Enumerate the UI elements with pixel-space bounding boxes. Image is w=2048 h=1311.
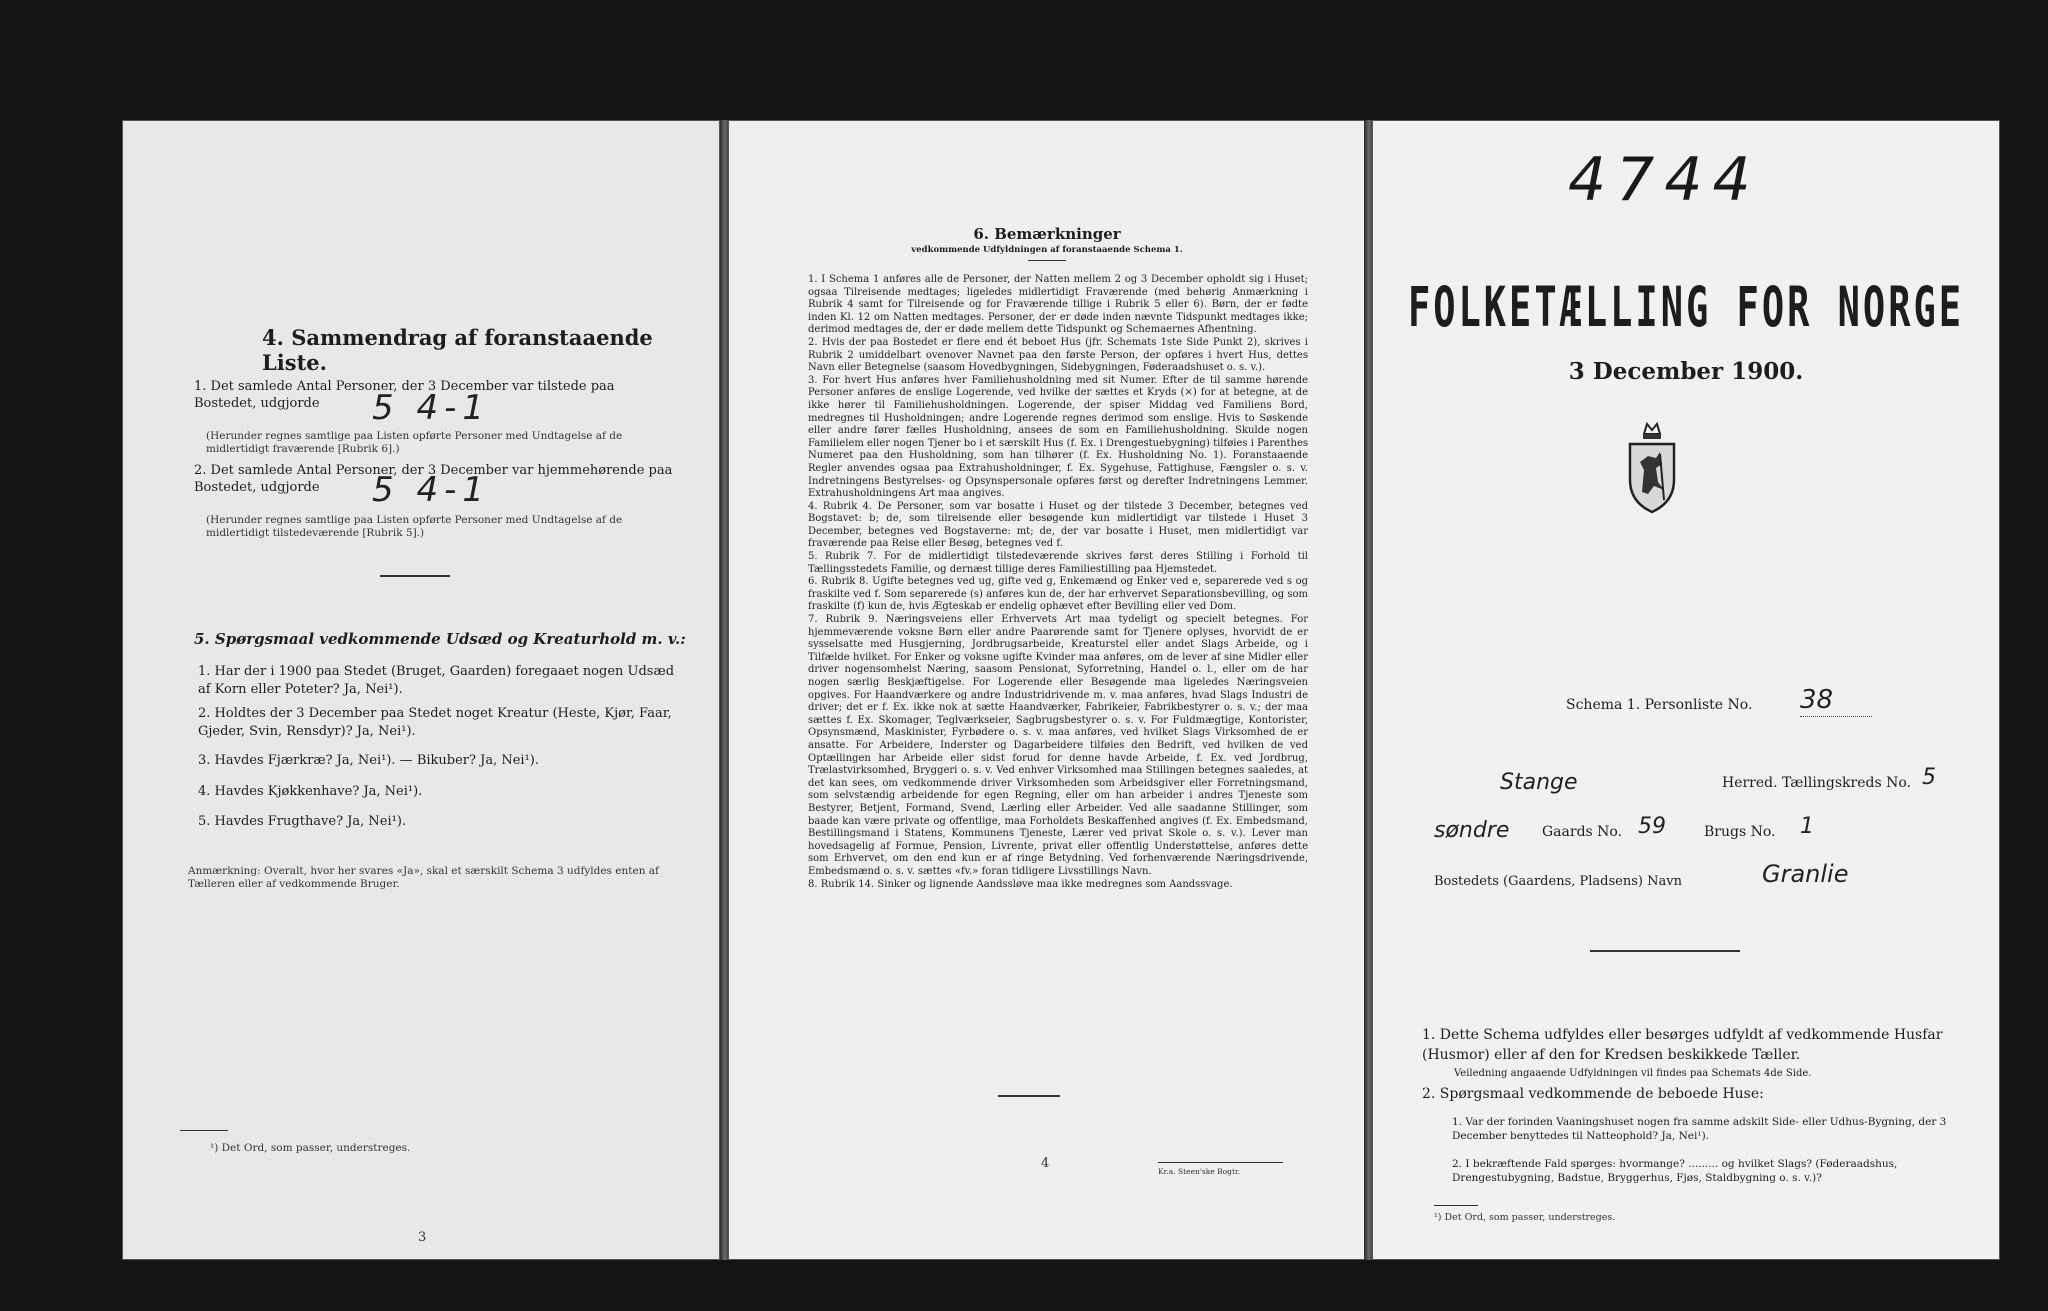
remarks-heading: 6. Bemærkninger: [973, 225, 1121, 243]
printer: Kr.a. Steen'ske Bogtr.: [1158, 1167, 1241, 1176]
brugs-number: 1: [1800, 814, 1814, 839]
footnote-rule: [1434, 1205, 1478, 1206]
kreds-number: 5: [1922, 765, 1936, 790]
remark-1: 1. I Schema 1 anføres alle de Personer, der Natten mellem 2 og 3 December opholdt sig i Huset; ogsaa Tilreisende medtages; ligeledes midlertidigt Fraværende (med behørig Anmærkning i Rubrik 4 samt for Tilreisende og for Fraværende tillige i Rubrik 5 eller 6). Børn, der er fødte inden Kl. 12 om Natten medtages. Personer, der er døde inden nævnte Tidspunkt medtages ikke; derimod medtages de, der er døde mellem dette Tidspunkt og Schemaernes Afhentning.: [808, 274, 1308, 336]
divider: [1028, 260, 1066, 261]
remarks-list: [808, 274, 1308, 891]
herred-label: Herred. Tællingskreds No.: [1722, 775, 1911, 791]
question-2: 2. Holdtes der 3 December paa Stedet noget Kreatur (Heste, Kjør, Faar, Gjeder, Svin, Rensdyr)? Ja, Nei¹).: [198, 706, 672, 739]
page-right: [1372, 120, 2000, 1260]
bosted-name: Granlie: [1762, 860, 1849, 888]
coat-of-arms-icon: [1626, 420, 1678, 519]
footnote-rule: [180, 1130, 228, 1131]
page-number: 3: [418, 1230, 427, 1245]
summary-item-2: 2. Det samlede Antal Personer, der 3 December var hjemmehørende paa Bostedet, udgjorde: [194, 463, 673, 495]
schema-label: Schema 1. Personliste No.: [1566, 697, 1753, 713]
summary-item-2-note: (Herunder regnes samtlige paa Listen opførte Personer med Undtagelse af de midlertidigt tilstedeværende [Rubrik 5].): [206, 514, 623, 539]
summary-item-1-value: 5 4-1: [372, 388, 490, 428]
summary-item-1: 1. Det samlede Antal Personer, der 3 December var tilstede paa Bostedet, udgjorde: [194, 379, 615, 411]
footnote: ¹) Det Ord, som passer, understreges.: [1434, 1212, 1616, 1223]
instruction-2-2: 2. I bekræftende Fald spørges: hvormange? ......... og hvilket Slags? (Føderaadshus, Drengestubygning, Badstue, Bryggerhus, Fjøs, Staldbygning o. s. v.)?: [1452, 1158, 1898, 1184]
page-middle: [728, 120, 1366, 1260]
question-5: 5. Havdes Frugthave? Ja, Nei¹).: [198, 814, 407, 829]
instruction-1-note: Veiledning angaaende Udfyldningen vil findes paa Schemats 4de Side.: [1454, 1068, 1812, 1079]
summary-item-2-value: 5 4-1: [372, 470, 490, 510]
bosted-label: Bostedets (Gaardens, Pladsens) Navn: [1434, 874, 1682, 889]
divider: [1590, 950, 1740, 952]
brugs-label: Brugs No.: [1704, 824, 1776, 840]
remark-6: 6. Rubrik 8. Ugifte betegnes ved ug, gifte ved g, Enkemænd og Enker ved e, separerede ved s og fraskilte ved f. Som separerede (s) anføres kun de, der har erhvervet Separationsbevilling, og som fraskilte (f) kun de, hvis Ægteskab er endelig ophævet efter Bevilling eller ved Dom.: [808, 576, 1308, 613]
remark-4: 4. Rubrik 4. De Personer, som var bosatte i Huset og der tilstede 3 December, betegnes ved Bogstavet: b; de, som tilreisende eller besøgende kun midlertidigt var tilstede i Huset 3 December, betegnes ved Bogstaverne: mt; de, der var bosatte i Huset, men midlertidigt var fraværende paa Reise eller Besøg, betegnes ved f.: [808, 500, 1308, 550]
question-4: 4. Havdes Kjøkkenhave? Ja, Nei¹).: [198, 784, 423, 799]
instruction-2: 2. Spørgsmaal vedkommende de beboede Huse:: [1422, 1086, 1764, 1102]
herred-name: Stange: [1500, 770, 1578, 795]
gaard-prefix: søndre: [1434, 818, 1510, 843]
summary-item-1-note: (Herunder regnes samtlige paa Listen opførte Personer med Undtagelse af de midlertidigt fraværende [Rubrik 6].): [206, 430, 623, 455]
gaard-number: 59: [1638, 814, 1666, 839]
remark: Anmærkning: Overalt, hvor her svares «Ja», skal et særskilt Schema 3 udfyldes enten af Tælleren eller af vedkommende Bruger.: [188, 865, 659, 890]
instruction-1: 1. Dette Schema udfyldes eller besørges udfyldt af vedkommende Husfar (Husmor) eller af den for Kredsen beskikkede Tæller.: [1422, 1027, 1943, 1063]
printer-rule: [1158, 1162, 1283, 1163]
personliste-number: 38: [1800, 685, 1834, 715]
remark-5: 5. Rubrik 7. For de midlertidigt tilstedeværende skrives først deres Stilling i Forhold til Tællingsstedets Familie, og dernæst tillige deres Familiestilling paa Hjemstedet.: [808, 551, 1308, 575]
remark-8: 8. Rubrik 14. Sinker og lignende Aandssløve maa ikke medregnes som Aandssvage.: [808, 878, 1233, 890]
remark-7: 7. Rubrik 9. Næringsveiens eller Erhvervets Art maa tydeligt og specielt betegnes. For hjemmeværende voksne Børn eller andre Paarørende samt for Tjenere oplyses, hvorvidt de er sysselsatte med Husgjerning, Jordbrugsarbeide, Kreaturstel eller andet Slags Arbeide, og i Tilfælde hvilket. For Enker og voksne ugifte Kvinder maa anføres, om de lever af sine Midler eller driver nogensomhelst Næring, saasom Pensionat, Syforretning, Handel o. l., eller om de har nogen særlig Beskjæftigelse. For Logerende eller Besøgende maa ligeledes Næringsveien opgives. For Haandværkere og andre Industridrivende m. v. maa anføres, hvad Slags Industri de driver; det er f. Ex. ikke nok at sætte Haandværker, Fabrikeier, Fabrikbestyrer o. s. v.; der maa sættes f. Ex. Skomager, Teglværkseier, Sagbrugsbestyrer o. s. v. For Fuldmægtige, Kontorister, Opsynsmænd, Maskinister, Fyrbødere o. s. v. maa anføres, ved hvilket Slags Virksomhed de er ansatte. For Arbeidere, Inderster og Dagarbeidere tilføies den Bedrift, ved hvilken de ved Optællingen har Arbeide eller sidst forud for denne havde Arbeide, f. Ex. ved Jordbrug, Trælastvirksomhed, Bryggeri o. s. v. Ved enhver Virksomhed maa Stillingen betegnes saaledes, at det kan sees, om vedkommende driver Virksomheden som Arbeidsgiver eller Forretningsmand, som selvstændig arbeidende for egen Regning, eller om han arbeider i andres Tjeneste som Bestyrer, Betjent, Formand, Svend, Lærling eller Arbeider. Ved alle saadanne Stillinger, som baade kan være private og offentlige, maa Forholdets Beskaffenhed angives (f. Ex. Embedsmand, Bestillingsmand i Statens, Kommunens Tjeneste, Lærer ved privat Skole o. s. v.). Lever man hovedsagelig af Formue, Pension, Livrente, privat eller offentlig Understøttelse, anføres dette som Erhvervet, om den end kun er af ringe Betydning. Ved forhenværende Næringsdrivende, Embedsmænd o. s. v. sættes «fv.» foran tidligere Livsstillings Navn.: [808, 614, 1308, 877]
summary-heading: 4. Sammendrag af foranstaaende Liste.: [262, 325, 653, 375]
remark-3: 3. For hvert Hus anføres hver Familiehusholdning med sit Numer. Efter de til samme hørende Personer anføres de enslige Logerende, ved hvilke der sættes et Kryds (×) for at betegne, at de ikke hører til Familiehusholdningen. Logerende, der spiser Middag ved Familiens Bord, medregnes til Husholdningen; andre Logerende regnes derimod som enslige. Hvis to Søskende eller andre fører fælles Husholdning, ansees de som en Familiehusholdning. Skulde nogen Familielem eller nogen Tjener bo i et særskilt Hus (f. Ex. i Drengestuebygning) tilføies i Parenthes Numeret paa den Husholdning, som han tilhører (f. Ex. Husholdning No. 1). Foranstaaende Regler anvendes ogsaa paa Extrahusholdninger, f. Ex. Sygehuse, Fattighuse, Fængsler o. s. v. Indretningens Bestyrelses- og Opsynspersonale opføres først og derefter Indretningens Lemmer. Extrahusholdningens Art maa angives.: [808, 374, 1308, 500]
census-date: 3 December 1900.: [1568, 358, 1804, 385]
divider: [998, 1095, 1060, 1097]
gaard-label: Gaards No.: [1542, 824, 1623, 840]
field-line: [1800, 716, 1872, 717]
footnote: ¹) Det Ord, som passer, understreges.: [210, 1142, 411, 1154]
document-title: FOLKETÆLLING FOR NORGE: [1407, 275, 1965, 340]
page-left: [122, 120, 720, 1260]
remark-2: 2. Hvis der paa Bostedet er flere end ét beboet Hus (jfr. Schemats 1ste Side Punkt 2), skrives i Rubrik 2 umiddelbart ovenover Navnet paa den første Person, der opføres i hvert Hus, dettes Navn eller Betegnelse (saasom Hovedbygningen, Sidebygningen, Føderaadshuset o. s. v.).: [808, 336, 1308, 374]
archive-number: 4744: [1568, 145, 1761, 215]
question-1: 1. Har der i 1900 paa Stedet (Bruget, Gaarden) foregaaet nogen Udsæd af Korn eller Poteter? Ja, Nei¹).: [198, 664, 675, 697]
instruction-2-1: 1. Var der forinden Vaaningshuset nogen fra samme adskilt Side- eller Udhus-Bygning, der 3 December benyttedes til Natteophold? Ja, Nei¹).: [1452, 1116, 1947, 1142]
question-3: 3. Havdes Fjærkræ? Ja, Nei¹). — Bikuber? Ja, Nei¹).: [198, 753, 539, 768]
divider: [380, 575, 450, 577]
page-number: 4: [1041, 1156, 1050, 1171]
remarks-subheading: vedkommende Udfyldningen af foranstaaende Schema 1.: [911, 245, 1183, 255]
questions-heading: 5. Spørgsmaal vedkommende Udsæd og Kreaturhold m. v.:: [194, 630, 686, 648]
